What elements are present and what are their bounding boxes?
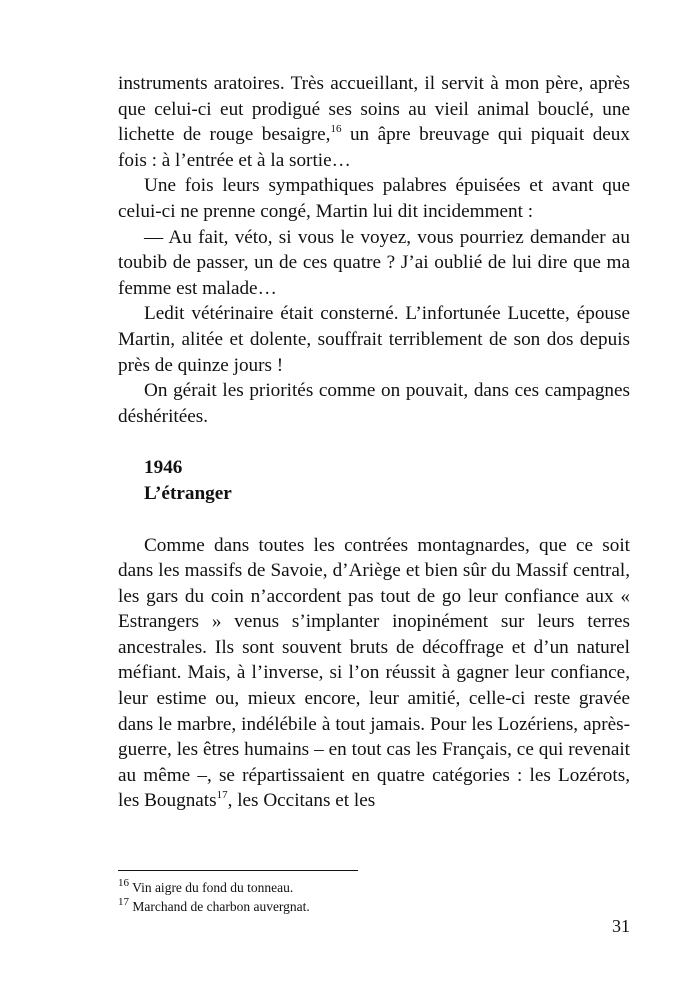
paragraph-text: Comme dans toutes les contrées montagnardes, que ce soit dans les massifs de Savoie, d’Ariège et bien sûr du Massif central, les gars du coin n’accordent pas tout de go leur confiance aux « Estrangers » venus s’implanter inopinément sur leurs terres ancestrales. Ils sont souvent bruts de décoffrage et d’un naturel méfiant. Mais, à l’inverse, si l’on réussit à gagner leur confiance, leur estime ou, mieux encore, leur amitié, celle-ci reste gravée dans le marbre, indélébile à tout jamais. Pour les Lozériens, après-guerre, les êtres humains – en tout cas les Français, ce qui revenait au même –, se répartissaient en quatre catégories : les Lozérots, les Bougnats: [118, 534, 630, 812]
paragraph: Ledit vétérinaire était consterné. L’infortunée Lucette, épouse Martin, alitée et dolente, souffrait terriblement de son dos depuis près de quinze jours !: [118, 303, 630, 376]
dialogue-paragraph: — Au fait, véto, si vous le voyez, vous pourriez demander au toubib de passer, un de ces quatre ? J’ai oublié de lui dire que ma femme est malade…: [118, 226, 630, 299]
footnote-number: 17: [118, 895, 129, 908]
paragraph: [118, 71, 630, 173]
footnote-text: Marchand de charbon auvergnat.: [129, 899, 310, 914]
section-year: 1946: [144, 457, 183, 479]
section-heading: [118, 455, 630, 506]
paragraph-text: , les Occitans et les: [227, 790, 376, 812]
footnote-text: Vin aigre du fond du tonneau.: [129, 880, 294, 895]
footnote-divider: [118, 870, 358, 871]
section-title: L’étranger: [144, 482, 232, 504]
footnote-reference[interactable]: 17: [216, 789, 228, 802]
paragraph: On gérait les priorités comme on pouvait, dans ces campagnes déshéritées.: [118, 380, 630, 427]
paragraph: Une fois leurs sympathiques palabres épuisées et avant que celui-ci ne prenne congé, Martin lui dit incidemment :: [118, 175, 630, 222]
paragraph: [118, 533, 630, 815]
footnote-item: [118, 897, 630, 916]
page-body: [118, 71, 630, 814]
footnote-item: [118, 878, 630, 897]
paragraph-text: instruments aratoires. Très accueillant, il servit à mon père, après que celui-ci eut prodigué ses soins au vieil animal bouclé, une lichette de rouge besaigre,: [118, 73, 630, 146]
footnotes: [118, 878, 630, 916]
footnote-number: 16: [118, 876, 129, 889]
paragraph-text: un âpre breuvage qui piquait deux fois : à l’entrée et à la sortie…: [118, 124, 630, 171]
page-number: 31: [612, 916, 630, 936]
footnote-reference[interactable]: 16: [330, 122, 342, 135]
